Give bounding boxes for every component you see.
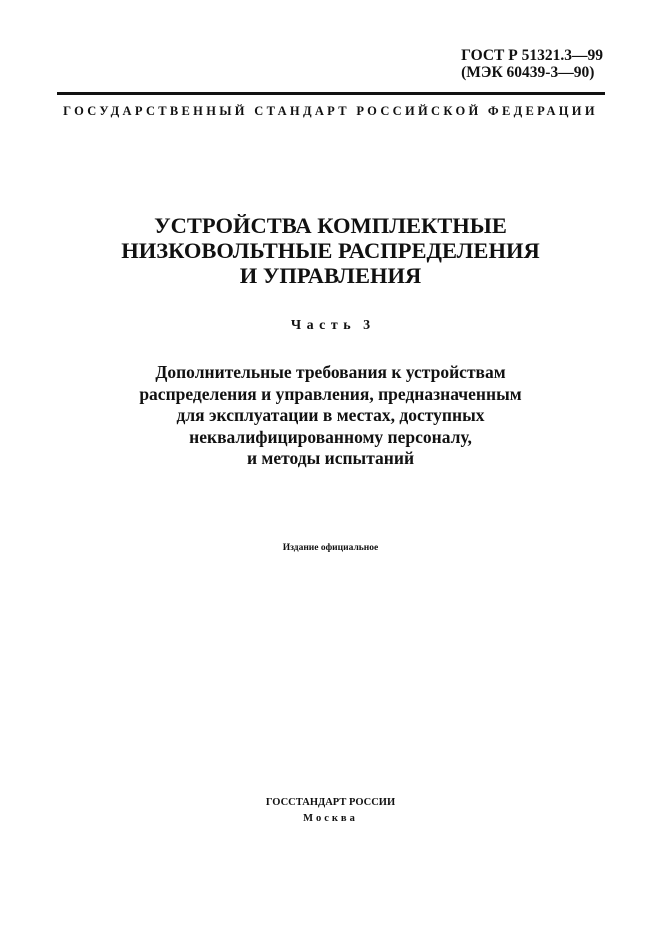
subtitle-line: Дополнительные требования к устройствам (155, 362, 506, 382)
header-divider (57, 92, 605, 95)
document-title (0, 213, 661, 288)
gost-number: ГОСТ Р 51321.3—99 (461, 47, 603, 64)
subtitle-line: и методы испытаний (246, 448, 415, 468)
title-line: И УПРАВЛЕНИЯ (239, 263, 422, 288)
title-line: НИЗКОВОЛЬТНЫЕ РАСПРЕДЕЛЕНИЯ (121, 238, 540, 263)
part-word: Часть (290, 318, 357, 333)
subtitle-line: для эксплуатации в местах, доступных (176, 405, 485, 425)
subtitle-line: распределения и управления, предназначенным (139, 383, 522, 404)
document-subtitle (0, 362, 661, 470)
title-line: УСТРОЙСТВА КОМПЛЕКТНЫЕ (154, 213, 507, 238)
subtitle-line: неквалифицированному персоналу, (189, 426, 472, 447)
standard-designation (461, 47, 603, 81)
state-standard-heading: ГОСУДАРСТВЕННЫЙ СТАНДАРТ РОССИЙСКОЙ ФЕДЕРАЦИИ (63, 104, 598, 118)
part-heading (0, 318, 661, 334)
edition-note: Издание официальное (282, 543, 379, 553)
publisher-name: ГОССТАНДАРТ РОССИИ (265, 797, 396, 808)
publication-city: Москва (303, 813, 358, 824)
iec-number: (МЭК 60439-3—90) (461, 64, 595, 81)
part-number: 3 (363, 318, 371, 333)
